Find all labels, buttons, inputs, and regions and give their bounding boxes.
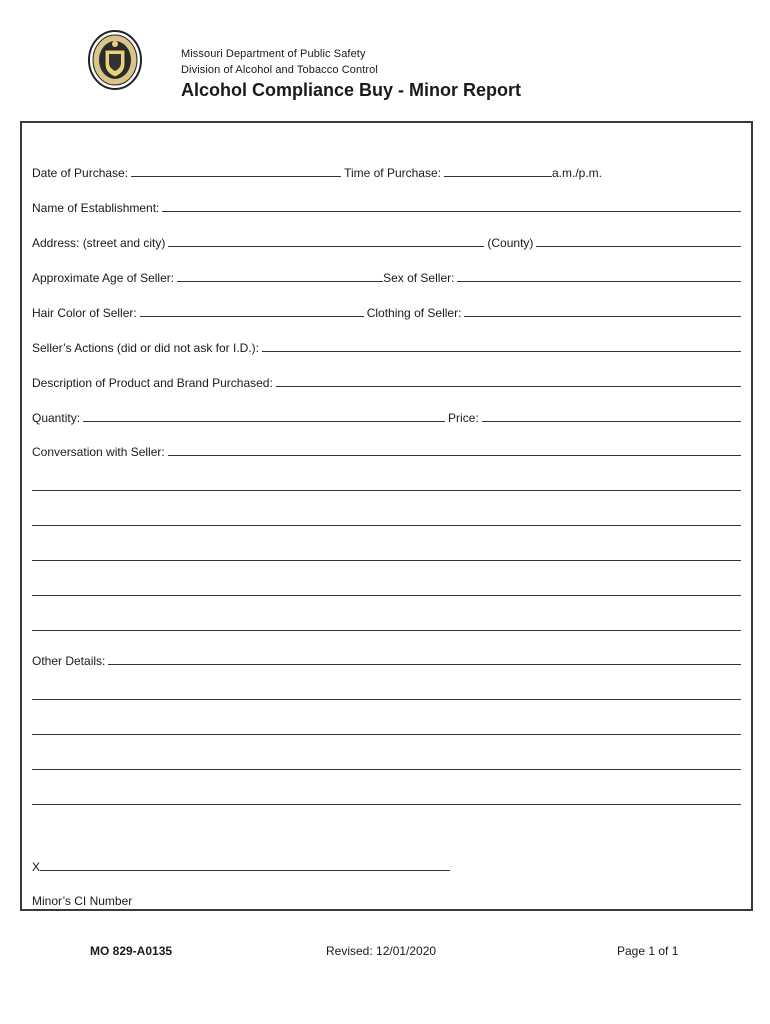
other-details-line[interactable] bbox=[32, 734, 741, 735]
sex-of-seller-field[interactable] bbox=[457, 281, 741, 282]
price-field[interactable] bbox=[482, 421, 741, 422]
age-sex-row bbox=[32, 267, 741, 285]
address-field[interactable] bbox=[168, 246, 484, 247]
minor-signature-field[interactable] bbox=[40, 870, 450, 871]
missouri-state-seal-icon bbox=[88, 30, 142, 90]
division-name: Division of Alcohol and Tobacco Control bbox=[181, 64, 378, 76]
quantity-field[interactable] bbox=[83, 421, 445, 422]
hair-clothing-row bbox=[32, 302, 741, 320]
other-details-row bbox=[32, 650, 741, 668]
sex-of-seller-label: Sex of Seller: bbox=[383, 271, 455, 285]
establishment-row bbox=[32, 197, 741, 215]
product-row bbox=[32, 372, 741, 390]
seller-actions-label: Seller’s Actions (did or did not ask for I.D.): bbox=[32, 341, 259, 355]
ci-number-label: Minor’s CI Number bbox=[32, 894, 133, 908]
hair-color-label: Hair Color of Seller: bbox=[32, 306, 137, 320]
revision-date: Revised: 12/01/2020 bbox=[326, 944, 437, 958]
signature-x-label: X bbox=[32, 860, 41, 874]
date-of-purchase-field[interactable] bbox=[131, 176, 341, 177]
signature-row bbox=[32, 856, 741, 874]
actions-row bbox=[32, 337, 741, 355]
conversation-line[interactable] bbox=[32, 560, 741, 561]
conversation-line[interactable] bbox=[32, 595, 741, 596]
time-of-purchase-field[interactable] bbox=[444, 176, 552, 177]
clothing-label: Clothing of Seller: bbox=[366, 306, 462, 320]
ci-number-row bbox=[32, 890, 741, 908]
page-title: Alcohol Compliance Buy - Minor Report bbox=[181, 80, 522, 100]
report-form bbox=[20, 121, 753, 911]
price-label: Price: bbox=[448, 411, 479, 425]
age-of-seller-label: Approximate Age of Seller: bbox=[32, 271, 175, 285]
hair-color-field[interactable] bbox=[140, 316, 364, 317]
other-details-label: Other Details: bbox=[32, 654, 106, 668]
other-details-line[interactable] bbox=[32, 699, 741, 700]
conversation-line[interactable] bbox=[32, 630, 741, 631]
address-row bbox=[32, 232, 741, 250]
clothing-field[interactable] bbox=[464, 316, 741, 317]
age-of-seller-field[interactable] bbox=[177, 281, 383, 282]
time-of-purchase-label: Time of Purchase: bbox=[344, 166, 441, 180]
date-time-row bbox=[32, 162, 741, 180]
seller-actions-field[interactable] bbox=[262, 351, 741, 352]
conversation-row bbox=[32, 441, 741, 459]
quantity-price-row bbox=[32, 407, 741, 425]
date-of-purchase-label: Date of Purchase: bbox=[32, 166, 129, 180]
form-code: MO 829-A0135 bbox=[90, 944, 173, 958]
department-name: Missouri Department of Public Safety bbox=[181, 48, 366, 60]
address-label: Address: (street and city) bbox=[32, 236, 166, 250]
am-pm-label: a.m./p.m. bbox=[552, 166, 603, 180]
product-description-label: Description of Product and Brand Purchased: bbox=[32, 376, 273, 390]
establishment-label: Name of Establishment: bbox=[32, 201, 160, 215]
conversation-label: Conversation with Seller: bbox=[32, 445, 165, 459]
quantity-label: Quantity: bbox=[32, 411, 81, 425]
other-details-line[interactable] bbox=[32, 769, 741, 770]
conversation-line[interactable] bbox=[32, 525, 741, 526]
county-field[interactable] bbox=[536, 246, 741, 247]
conversation-line[interactable] bbox=[32, 490, 741, 491]
conversation-field[interactable] bbox=[168, 455, 741, 456]
product-description-field[interactable] bbox=[276, 386, 741, 387]
page-number: Page 1 of 1 bbox=[617, 944, 679, 958]
establishment-field[interactable] bbox=[162, 211, 741, 212]
other-details-field[interactable] bbox=[108, 664, 741, 665]
other-details-line[interactable] bbox=[32, 804, 741, 805]
county-label: (County) bbox=[487, 236, 534, 250]
